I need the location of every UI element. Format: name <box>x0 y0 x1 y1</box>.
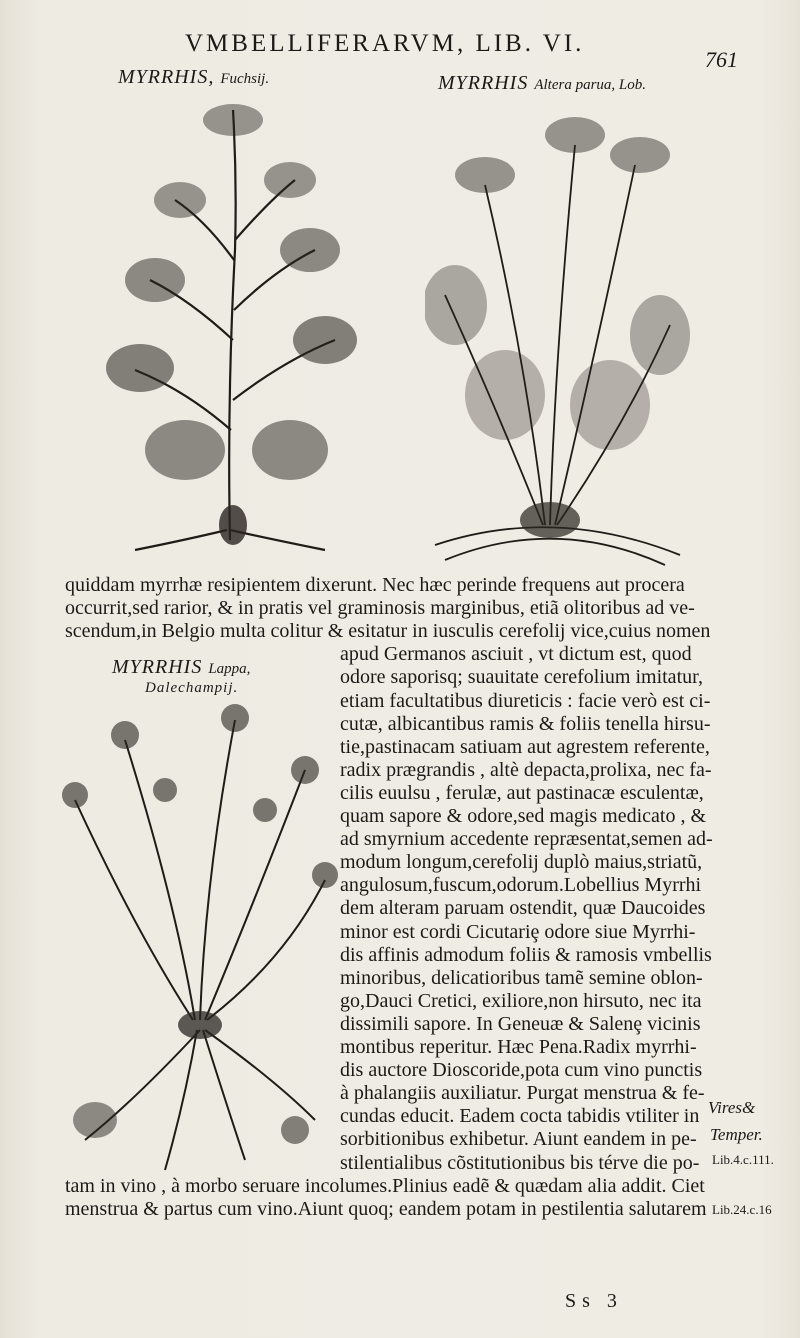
body-line: tie,pastinacam satiuam aut agrestem referente, <box>340 735 710 758</box>
body-line: odore saporisq; suauitate cerefolium imitatur, <box>340 666 703 689</box>
figure-caption-3-title: MYRRHIS <box>112 656 203 678</box>
body-line: montibus reperitur. Hæc Pena.Radix myrrhi- <box>340 1036 697 1058</box>
figure-caption-3-author: Dalechampij. <box>145 680 239 696</box>
figure-caption-2 <box>438 72 646 95</box>
body-line: ad smyrnium accedente repræsentat,semen ad- <box>340 828 713 851</box>
woodcut-myrrhis-fuchsij <box>95 100 360 560</box>
body-line: quam sapore & odore,sed magis medicato , & <box>340 805 707 827</box>
body-line: cutæ, albicantibus ramis & foliis tenella hirsu- <box>340 712 711 735</box>
figure-caption-3-suffix: Lappa, <box>208 661 251 677</box>
body-line: dis affinis admodum foliis & ramosis vmbellis <box>340 943 712 966</box>
margin-note-temper: Temper. <box>710 1125 763 1144</box>
woodcut-myrrhis-altera-parua <box>425 105 690 570</box>
body-line: minoribus, delicatioribus tamẽ semine oblon- <box>340 966 703 989</box>
body-line: scendum,in Belgio multa colitur & esitatur in iusculis cerefolij vice,cuius nomen <box>65 620 711 642</box>
body-line: occurrit,sed rarior, & in pratis vel graminosis marginibus, etiã olitoribus ad ve- <box>65 597 695 619</box>
running-head: VMBELLIFERARVM, LIB. VI. <box>185 30 585 57</box>
body-line: angulosum,fuscum,odorum.Lobellius Myrrhi <box>340 874 702 897</box>
body-line: tam in vino , à morbo seruare incolumes.Plinius eadẽ & quædam alia addit. Ciet <box>65 1174 705 1197</box>
signature-mark: Ss 3 <box>565 1290 623 1312</box>
body-line: dis auctore Dioscoride,pota cum vino punctis <box>340 1059 703 1082</box>
body-line: apud Germanos asciuit , vt dictum est, quod <box>340 643 692 666</box>
figure-caption-1-author: Fuchsij. <box>220 71 270 87</box>
margin-ref-lib24: Lib.24.c.16 <box>712 1202 772 1217</box>
body-line: cundas educit. Eadem cocta tabidis vtiliter in <box>340 1105 700 1128</box>
body-line: menstrua & partus cum vino.Aiunt quoq; eandem potam in pestilentia salutarem <box>65 1197 707 1220</box>
body-line: radix prægrandis , altè depacta,prolixa, nec fa- <box>340 758 712 781</box>
figure-caption-3 <box>112 656 250 679</box>
body-line: modum longum,cerefolij duplò maius,striatũ, <box>340 851 703 874</box>
figure-caption-2-author: Altera parua, Lob. <box>534 77 647 93</box>
figure-caption-2-title: MYRRHIS <box>438 72 529 94</box>
margin-ref-lib4: Lib.4.c.111. <box>712 1152 774 1167</box>
body-line: minor est cordi Cicutariȩ odore siue Myrrhi- <box>340 920 696 943</box>
body-line: à phalangiis auxiliatur. Purgat menstrua & fe- <box>340 1082 705 1105</box>
body-line: quiddam myrrhæ resipientem dixerunt. Nec hæc perinde frequens aut procera <box>65 574 685 596</box>
body-line: etiam facultatibus diureticis : facie verò est ci- <box>340 689 711 712</box>
figure-caption-1 <box>118 66 269 89</box>
page-number: 761 <box>705 47 738 72</box>
body-line: stilentialibus cõstitutionibus bis térve die po- <box>340 1151 700 1174</box>
woodcut-myrrhis-lappa <box>55 700 345 1180</box>
body-line: dissimili sapore. In Geneuæ & Salenȩ vicinis <box>340 1012 701 1035</box>
body-line: go,Dauci Cretici, exiliore,non hirsuto, nec ita <box>340 989 702 1012</box>
body-line: sorbitionibus exhibetur. Aiunt eandem in pe- <box>340 1128 697 1151</box>
body-line: dem alteram paruam ostendit, quæ Daucoides <box>340 897 706 920</box>
body-line: cilis euulsu , ferulæ, aut pastinacæ esculentæ, <box>340 781 704 804</box>
figure-caption-1-title: MYRRHIS, <box>118 66 215 88</box>
margin-note-vires: Vires& <box>708 1098 756 1117</box>
